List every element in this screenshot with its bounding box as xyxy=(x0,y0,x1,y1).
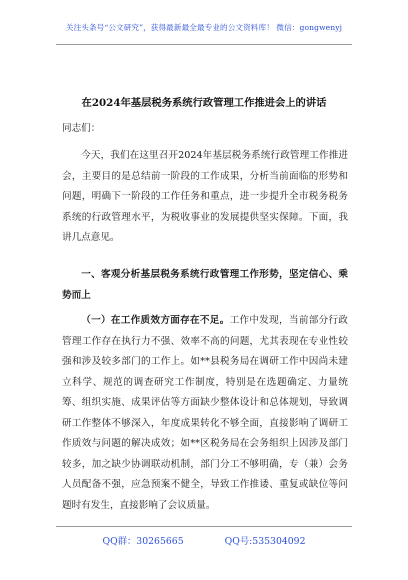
header-banner: 关注头条号“公文研究”，获得最新最全最专业的公文资料库！ 微信：gongwenyj xyxy=(65,23,343,32)
section-body-paragraph xyxy=(62,311,348,516)
sub-heading: （一）在工作质效方面存在不足。 xyxy=(81,315,230,326)
qq-group-number: QQ群：30265665 xyxy=(102,536,184,547)
section-heading: 一、客观分析基层税务系统行政管理工作形势，坚定信心、乘势而上 xyxy=(62,269,348,301)
document-title: 在2024年基层税务系统行政管理工作推进会上的讲话 xyxy=(81,97,327,109)
intro-paragraph: 今天，我们在这里召开2024年基层税务系统行政管理工作推进会，主要目的是总结前一阶段的工作成果，分析当前面临的形势和问题，明确下一阶段的工作任务和重点，进一步提升全市税务税务系统的行政管理水平，为税收事业的发展提供坚实保障。下面，我讲几点意见。 xyxy=(62,150,348,243)
sub-heading-body: 工作中发现，当前部分行政管理工作存在执行力不强、效率不高的问题，尤其表现在专业性较强和涉及较多部门的工作上。如**县税务局在调研工作中因尚未建立科学、规范的调查研究工作制度，特别是在选题确定、力量统筹、组织实施、成果评估等方面缺少整体设计和总体规划，导致调研工作整体不够深入，年度成果转化不够全面，直接影响了调研工作质效与问题的解决成效；如**区税务局在会务组织上因涉及部门较多，加之缺少协调联动机制，部门分工不够明确，专（兼）会务人员配备不强，应急预案不健全，导致工作推诿、重复或缺位等问题时有发生，直接影响了会议质量。 xyxy=(62,315,349,511)
header-divider xyxy=(56,44,352,45)
footer-divider xyxy=(56,526,352,527)
salutation: 同志们： xyxy=(62,123,101,134)
qq-number: QQ号:535304092 xyxy=(224,536,306,547)
footer-contacts xyxy=(0,533,408,547)
